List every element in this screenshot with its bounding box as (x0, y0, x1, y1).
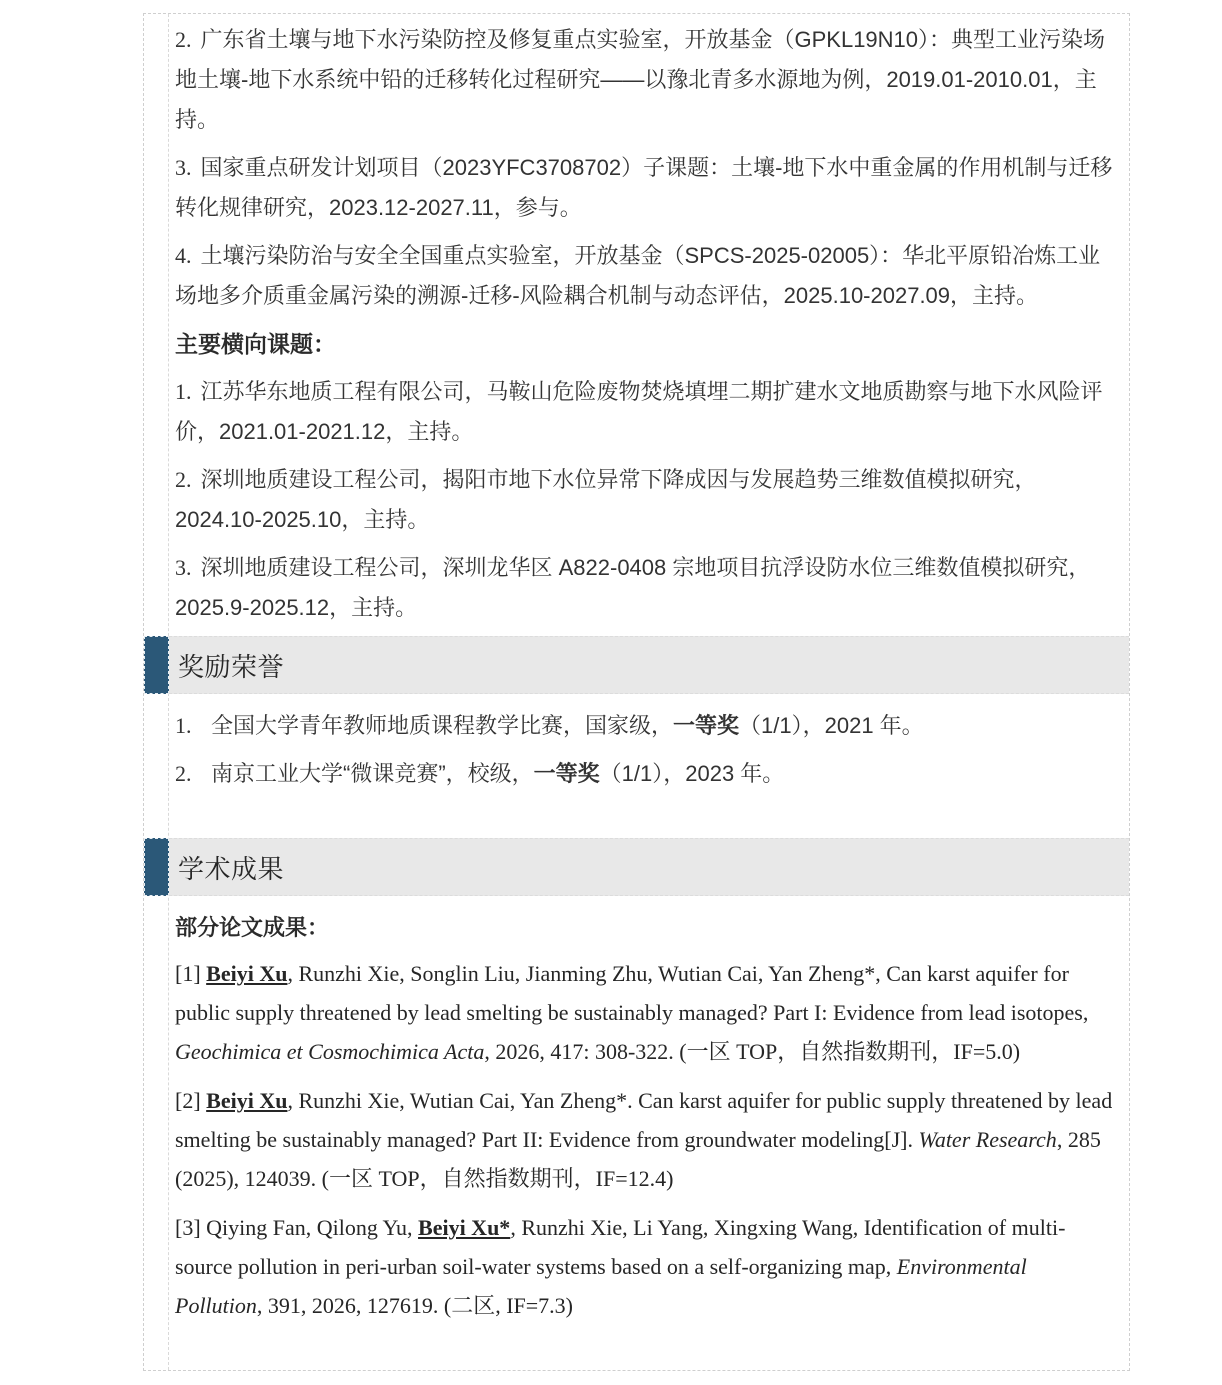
section-header-band (169, 838, 1129, 896)
item-number: 2. (175, 27, 192, 52)
project-item (175, 20, 1119, 140)
horizontal-project-item (175, 548, 1119, 628)
horizontal-project-item (175, 460, 1119, 540)
project-item (175, 148, 1119, 228)
publication-item (175, 1081, 1119, 1198)
section-accent-bar (144, 636, 169, 694)
award-text: 全国大学青年教师地质课程教学比赛，国家级， (211, 713, 674, 738)
award-text: （1/1），2023 年。 (599, 761, 785, 786)
section-header-achievements (144, 838, 1129, 896)
award-rank-bold: 一等奖 (673, 713, 740, 738)
item-number: 1. (175, 379, 192, 404)
cell-content (169, 14, 1129, 1370)
section-header-awards (144, 636, 1129, 694)
publication-text: , 285 (2025), 124039. (一区 TOP，自然指数期刊，IF=12.4) (175, 1127, 1101, 1191)
item-number: 4. (175, 243, 192, 268)
awards-section-title: 奖励荣誉 (178, 651, 285, 682)
publication-author: Beiyi Xu (206, 1088, 288, 1113)
publication-text: , Runzhi Xie, Wutian Cai, Yan Zheng*. Can karst aquifer for public supply threatened by lead smelting be sustainably managed? Part II: Evidence from groundwater modeling[J]. (175, 1088, 1113, 1152)
item-text: 国家重点研发计划项目（2023YFC3708702）子课题：土壤-地下水中重金属的作用机制与迁移转化规律研究，2023.12-2027.11，参与。 (175, 155, 1113, 220)
publication-text: , Runzhi Xie, Li Yang, Xingxing Wang, Identification of multi-source pollution in peri-urban soil-water systems based on a self-organizing map, (175, 1215, 1066, 1279)
horizontal-projects-heading: 主要横向课题： (175, 331, 336, 357)
item-number: 3. (175, 155, 192, 180)
award-item (175, 754, 1119, 794)
publication-text: [2] (175, 1088, 207, 1113)
publication-text: , Runzhi Xie, Songlin Liu, Jianming Zhu, Wutian Cai, Yan Zheng*, Can karst aquifer for public supply threatened by lead smelting be sustainably managed? Part I: Evidence from lead isotopes, (175, 961, 1089, 1025)
publication-author: Beiyi Xu (206, 961, 288, 986)
item-number: 2. (175, 467, 192, 492)
item-number: 1. (175, 713, 192, 738)
item-text: 深圳地质建设工程公司，揭阳市地下水位异常下降成因与发展趋势三维数值模拟研究，2024.10-2025.10，主持。 (175, 467, 1037, 532)
item-number: 2. (175, 761, 192, 786)
document-table-cell (143, 13, 1130, 1371)
publication-text: , 2026, 417: 308-322. (一区 TOP，自然指数期刊，IF=5.0) (484, 1039, 1021, 1064)
project-item (175, 236, 1119, 316)
publication-journal: Geochimica et Cosmochimica Acta (175, 1039, 485, 1064)
item-text: 土壤污染防治与安全全国重点实验室，开放基金（SPCS-2025-02005）：华北平原铅冶炼工业场地多介质重金属污染的溯源-迁移-风险耦合机制与动态评估，2025.10-2027.09，主持。 (175, 243, 1101, 308)
award-rank-bold: 一等奖 (533, 761, 600, 786)
award-text: 南京工业大学“微课竞赛”，校级， (211, 761, 534, 786)
publication-item (175, 1208, 1119, 1325)
award-text: （1/1），2021 年。 (739, 713, 924, 738)
publications-subheading: 部分论文成果： (175, 915, 330, 940)
item-text: 广东省土壤与地下水污染防控及修复重点实验室，开放基金（GPKL19N10）：典型工业污染场地土壤-地下水系统中铅的迁移转化过程研究——以豫北青多水源地为例，2019.01-2010.01，主持。 (175, 27, 1106, 132)
item-number: 3. (175, 555, 192, 580)
publication-journal: Water Research (918, 1127, 1057, 1152)
publication-text: , 391, 2026, 127619. (二区, IF=7.3) (256, 1293, 574, 1318)
item-text: 江苏华东地质工程有限公司，马鞍山危险废物焚烧填埋二期扩建水文地质勘察与地下水风险评价，2021.01-2021.12，主持。 (175, 379, 1103, 444)
section-accent-bar (144, 838, 169, 896)
award-item (175, 706, 1119, 746)
item-text: 深圳地质建设工程公司，深圳龙华区 A822-0408 宗地项目抗浮设防水位三维数值模拟研究，2025.9-2025.12，主持。 (175, 555, 1091, 620)
publication-text: [1] (175, 961, 207, 986)
publication-text: [3] Qiying Fan, Qilong Yu, (175, 1215, 419, 1240)
publication-journal: Environmental Pollution (175, 1254, 1027, 1318)
achievements-section-title: 学术成果 (178, 853, 285, 884)
publication-item (175, 954, 1119, 1071)
section-header-band (169, 636, 1129, 694)
publication-author: Beiyi Xu* (418, 1215, 511, 1240)
horizontal-project-item (175, 372, 1119, 452)
